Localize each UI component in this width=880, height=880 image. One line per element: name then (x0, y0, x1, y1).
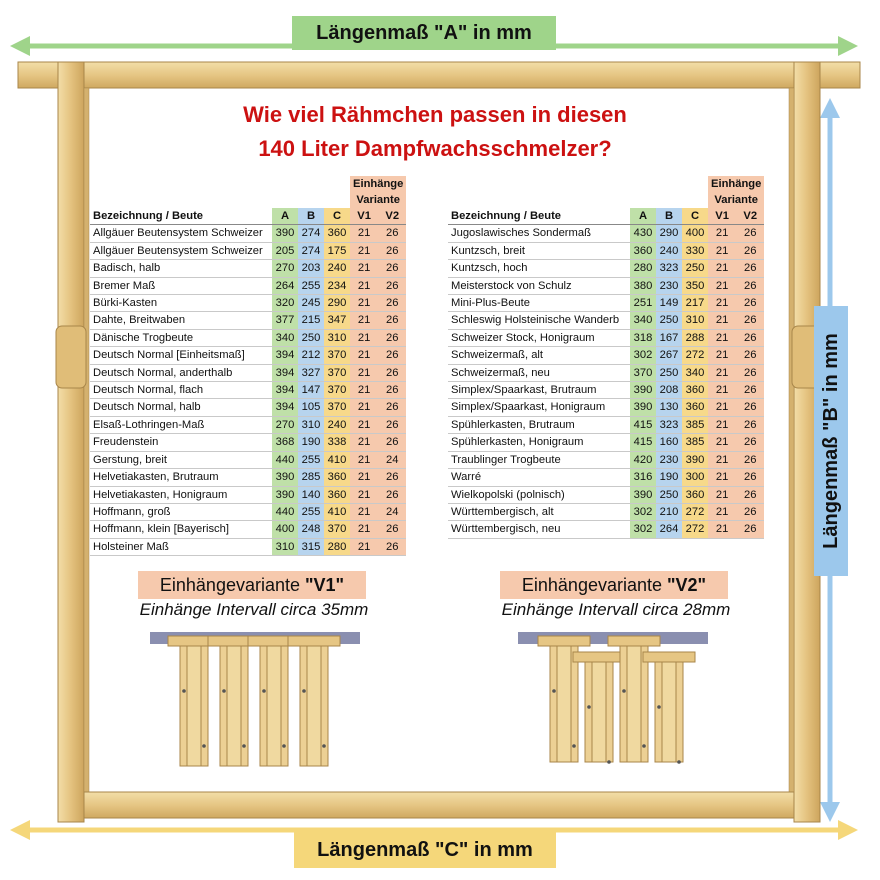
table-row (90, 260, 406, 277)
cell-value: 208 (656, 382, 682, 399)
cell-value: 323 (656, 260, 682, 277)
cell-value: 21 (708, 382, 736, 399)
cell-value: 24 (378, 451, 406, 468)
cell-value: 21 (350, 451, 378, 468)
cell-value: 21 (350, 329, 378, 346)
cell-value: 21 (708, 242, 736, 259)
cell-name: Allgäuer Beutensystem Schweizer (90, 242, 272, 259)
cell-name: Elsaß-Lothringen-Maß (90, 416, 272, 433)
cell-value: 21 (708, 399, 736, 416)
col-header-b: B (656, 208, 682, 225)
cell-value: 26 (378, 347, 406, 364)
cell-value: 315 (298, 538, 324, 555)
cell-value: 190 (656, 469, 682, 486)
table-row (90, 277, 406, 294)
cell-value: 205 (272, 242, 298, 259)
col-header-v1: V1 (350, 208, 378, 225)
cell-name: Meisterstock von Schulz (448, 277, 630, 294)
cell-name: Hoffmann, groß (90, 503, 272, 520)
cell-value: 26 (378, 416, 406, 433)
cell-value: 320 (272, 295, 298, 312)
cell-name: Simplex/Spaarkast, Honigraum (448, 399, 630, 416)
cell-value: 415 (630, 434, 656, 451)
cell-value: 338 (324, 434, 350, 451)
cell-value: 26 (378, 382, 406, 399)
cell-value: 21 (708, 469, 736, 486)
cell-value: 302 (630, 347, 656, 364)
cell-value: 21 (708, 277, 736, 294)
cell-value: 330 (682, 242, 708, 259)
cell-value: 360 (682, 382, 708, 399)
cell-value: 390 (272, 469, 298, 486)
cell-value: 21 (708, 225, 736, 242)
cell-value: 21 (350, 538, 378, 555)
cell-value: 310 (682, 312, 708, 329)
page-title-line2: 140 Liter Dampfwachsschmelzer? (258, 136, 612, 161)
table-row (448, 312, 764, 329)
cell-name: Spühlerkasten, Brutraum (448, 416, 630, 433)
table-row (448, 486, 764, 503)
col-header-c: C (324, 208, 350, 225)
cell-value: 140 (298, 486, 324, 503)
cell-value: 26 (736, 434, 764, 451)
table-row (448, 503, 764, 520)
table-row (90, 469, 406, 486)
cell-value: 340 (682, 364, 708, 381)
table-row (90, 295, 406, 312)
cell-value: 26 (736, 503, 764, 520)
cell-value: 316 (630, 469, 656, 486)
cell-name: Helvetiakasten, Brutraum (90, 469, 272, 486)
cell-value: 26 (378, 434, 406, 451)
v1-illustration (150, 632, 360, 766)
frame-illustration (573, 652, 625, 764)
cell-value: 26 (736, 312, 764, 329)
cell-value: 212 (298, 347, 324, 364)
cell-value: 21 (350, 503, 378, 520)
table-row (90, 382, 406, 399)
cell-value: 26 (736, 416, 764, 433)
cell-value: 350 (682, 277, 708, 294)
cell-value: 267 (656, 347, 682, 364)
table-row (448, 295, 764, 312)
table-row (90, 538, 406, 555)
cell-value: 21 (350, 225, 378, 242)
cell-value: 310 (298, 416, 324, 433)
cell-name: Deutsch Normal, halb (90, 399, 272, 416)
cell-value: 310 (324, 329, 350, 346)
cell-value: 26 (378, 538, 406, 555)
cell-value: 390 (272, 225, 298, 242)
cell-value: 21 (350, 399, 378, 416)
variant-group-header: Einhänge Variante (708, 176, 764, 208)
cell-value: 255 (298, 451, 324, 468)
cell-value: 400 (272, 521, 298, 538)
cell-value: 340 (630, 312, 656, 329)
cell-value: 26 (736, 399, 764, 416)
cell-value: 26 (736, 277, 764, 294)
cell-value: 347 (324, 312, 350, 329)
cell-name: Holsteiner Maß (90, 538, 272, 555)
cell-value: 250 (682, 260, 708, 277)
cell-value: 370 (630, 364, 656, 381)
cell-value: 26 (736, 451, 764, 468)
table-row (448, 260, 764, 277)
table-row (90, 434, 406, 451)
cell-value: 21 (350, 260, 378, 277)
cell-value: 21 (350, 347, 378, 364)
cell-value: 394 (272, 382, 298, 399)
table-row (90, 364, 406, 381)
cell-name: Württembergisch, neu (448, 521, 630, 538)
cell-value: 360 (324, 469, 350, 486)
cell-value: 190 (298, 434, 324, 451)
cell-name: Kuntzsch, hoch (448, 260, 630, 277)
cell-name: Simplex/Spaarkast, Brutraum (448, 382, 630, 399)
cell-name: Bürki-Kasten (90, 295, 272, 312)
cell-value: 240 (656, 242, 682, 259)
cell-name: Wielkopolski (polnisch) (448, 486, 630, 503)
variant-v2-title: Einhängevariante "V2" (500, 571, 728, 599)
cell-value: 26 (378, 486, 406, 503)
cell-value: 21 (350, 277, 378, 294)
cell-value: 385 (682, 434, 708, 451)
table-row (448, 277, 764, 294)
table-row (448, 451, 764, 468)
cell-value: 288 (682, 329, 708, 346)
cell-value: 215 (298, 312, 324, 329)
col-header-name: Bezeichnung / Beute (90, 208, 272, 225)
cell-value: 272 (682, 503, 708, 520)
cell-value: 105 (298, 399, 324, 416)
cell-value: 390 (272, 486, 298, 503)
cell-value: 250 (656, 364, 682, 381)
cell-value: 24 (378, 503, 406, 520)
cell-value: 370 (324, 382, 350, 399)
cell-value: 26 (378, 242, 406, 259)
col-header-v2: V2 (736, 208, 764, 225)
table-row (90, 521, 406, 538)
col-header-a: A (630, 208, 656, 225)
cell-value: 370 (324, 521, 350, 538)
col-header-v1: V1 (708, 208, 736, 225)
cell-value: 21 (350, 295, 378, 312)
cell-value: 368 (272, 434, 298, 451)
cell-value: 21 (350, 312, 378, 329)
col-header-v2: V2 (378, 208, 406, 225)
cell-value: 26 (736, 469, 764, 486)
table-row (90, 347, 406, 364)
cell-value: 21 (708, 260, 736, 277)
table-row (448, 242, 764, 259)
cell-name: Schweizer Stock, Honigraum (448, 329, 630, 346)
frame-illustration (288, 636, 340, 766)
cell-value: 21 (350, 434, 378, 451)
table-row (448, 416, 764, 433)
cell-value: 285 (298, 469, 324, 486)
frame-sizes-table-left (90, 176, 406, 556)
col-header-name: Bezeichnung / Beute (448, 208, 630, 225)
cell-value: 21 (708, 434, 736, 451)
cell-value: 21 (350, 382, 378, 399)
cell-name: Hoffmann, klein [Bayerisch] (90, 521, 272, 538)
page-title-line1: Wie viel Rähmchen passen in diesen (243, 102, 627, 127)
cell-value: 290 (324, 295, 350, 312)
cell-value: 390 (630, 399, 656, 416)
cell-value: 21 (708, 503, 736, 520)
cell-value: 230 (656, 451, 682, 468)
variant-group-header: Einhänge Variante (350, 176, 406, 208)
cell-value: 21 (350, 469, 378, 486)
cell-name: Deutsch Normal, flach (90, 382, 272, 399)
cell-value: 26 (378, 521, 406, 538)
cell-value: 394 (272, 347, 298, 364)
frame-illustration (643, 652, 695, 764)
cell-name: Deutsch Normal [Einheitsmaß] (90, 347, 272, 364)
cell-value: 26 (378, 312, 406, 329)
cell-value: 380 (630, 277, 656, 294)
cell-value: 26 (378, 295, 406, 312)
cell-value: 240 (324, 416, 350, 433)
table-row (90, 486, 406, 503)
frame-left-side (58, 62, 84, 822)
cell-value: 21 (350, 416, 378, 433)
cell-name: Jugoslawisches Sondermaß (448, 225, 630, 242)
cell-value: 264 (272, 277, 298, 294)
table-row (448, 364, 764, 381)
cell-value: 370 (324, 347, 350, 364)
cell-value: 26 (378, 225, 406, 242)
cell-value: 26 (378, 469, 406, 486)
table-row (448, 521, 764, 538)
cell-value: 21 (708, 329, 736, 346)
table-row (90, 451, 406, 468)
cell-value: 21 (708, 521, 736, 538)
table-row (90, 242, 406, 259)
cell-name: Spühlerkasten, Honigraum (448, 434, 630, 451)
dimension-a-label: Längenmaß "A" in mm (292, 16, 556, 50)
table-row (90, 225, 406, 242)
cell-name: Helvetiakasten, Honigraum (90, 486, 272, 503)
cell-value: 302 (630, 521, 656, 538)
cell-value: 26 (378, 329, 406, 346)
cell-value: 274 (298, 242, 324, 259)
cell-value: 250 (656, 486, 682, 503)
cell-value: 323 (656, 416, 682, 433)
cell-value: 21 (708, 486, 736, 503)
col-header-c: C (682, 208, 708, 225)
table-row (90, 312, 406, 329)
cell-value: 21 (708, 295, 736, 312)
cell-value: 370 (324, 399, 350, 416)
cell-value: 360 (324, 225, 350, 242)
cell-value: 302 (630, 503, 656, 520)
cell-value: 240 (324, 260, 350, 277)
frame-sizes-table-right (448, 176, 764, 539)
cell-value: 175 (324, 242, 350, 259)
cell-name: Dänische Trogbeute (90, 329, 272, 346)
cell-value: 21 (708, 416, 736, 433)
cell-value: 167 (656, 329, 682, 346)
cell-value: 26 (736, 329, 764, 346)
cell-value: 310 (272, 538, 298, 555)
cell-value: 270 (272, 260, 298, 277)
col-header-b: B (298, 208, 324, 225)
cell-value: 21 (708, 451, 736, 468)
cell-value: 251 (630, 295, 656, 312)
v2-illustration (518, 632, 708, 764)
cell-value: 26 (736, 295, 764, 312)
cell-name: Freudenstein (90, 434, 272, 451)
cell-name: Württembergisch, alt (448, 503, 630, 520)
cell-value: 26 (736, 260, 764, 277)
cell-name: Schweizermaß, alt (448, 347, 630, 364)
cell-value: 255 (298, 503, 324, 520)
cell-name: Gerstung, breit (90, 451, 272, 468)
cell-name: Schleswig Holsteinische Wanderb (448, 312, 630, 329)
cell-value: 21 (708, 364, 736, 381)
table-row (90, 329, 406, 346)
table-row (448, 329, 764, 346)
table-row (448, 225, 764, 242)
frame-illustration (168, 636, 220, 766)
cell-value: 21 (708, 312, 736, 329)
cell-value: 250 (656, 312, 682, 329)
cell-value: 26 (736, 521, 764, 538)
cell-value: 360 (324, 486, 350, 503)
table-row (448, 347, 764, 364)
cell-value: 149 (656, 295, 682, 312)
table-row (90, 416, 406, 433)
cell-value: 377 (272, 312, 298, 329)
cell-value: 394 (272, 399, 298, 416)
cell-value: 250 (298, 329, 324, 346)
cell-value: 390 (682, 451, 708, 468)
cell-value: 360 (682, 486, 708, 503)
cell-value: 390 (630, 382, 656, 399)
cell-value: 360 (682, 399, 708, 416)
cell-value: 290 (656, 225, 682, 242)
cell-value: 21 (350, 486, 378, 503)
cell-name: Mini-Plus-Beute (448, 295, 630, 312)
cell-name: Kuntzsch, breit (448, 242, 630, 259)
cell-value: 210 (656, 503, 682, 520)
frame-bottom-bar (84, 792, 794, 818)
cell-value: 26 (736, 347, 764, 364)
cell-value: 264 (656, 521, 682, 538)
cell-value: 21 (350, 521, 378, 538)
cell-value: 410 (324, 503, 350, 520)
table-row (448, 434, 764, 451)
cell-value: 272 (682, 347, 708, 364)
cell-name: Dahte, Breitwaben (90, 312, 272, 329)
cell-value: 230 (656, 277, 682, 294)
cell-value: 390 (630, 486, 656, 503)
cell-value: 385 (682, 416, 708, 433)
cell-value: 26 (378, 260, 406, 277)
dimension-c-label: Längenmaß "C" in mm (294, 832, 556, 868)
cell-value: 318 (630, 329, 656, 346)
cell-value: 394 (272, 364, 298, 381)
cell-value: 280 (324, 538, 350, 555)
cell-value: 21 (708, 347, 736, 364)
cell-value: 160 (656, 434, 682, 451)
cell-value: 420 (630, 451, 656, 468)
frame-illustration (208, 636, 260, 766)
dimension-b-label: Längenmaß "B" in mm (814, 306, 848, 576)
cell-value: 26 (736, 382, 764, 399)
cell-value: 21 (350, 364, 378, 381)
cell-value: 26 (736, 486, 764, 503)
cell-name: Traublinger Trogbeute (448, 451, 630, 468)
cell-value: 255 (298, 277, 324, 294)
cell-value: 245 (298, 295, 324, 312)
cell-value: 147 (298, 382, 324, 399)
cell-value: 360 (630, 242, 656, 259)
cell-value: 410 (324, 451, 350, 468)
cell-value: 26 (736, 242, 764, 259)
col-header-a: A (272, 208, 298, 225)
cell-value: 430 (630, 225, 656, 242)
variant-v1-subtitle: Einhänge Intervall circa 35mm (139, 600, 369, 619)
cell-value: 440 (272, 503, 298, 520)
table-row (448, 399, 764, 416)
cell-value: 300 (682, 469, 708, 486)
cell-name: Allgäuer Beutensystem Schweizer (90, 225, 272, 242)
cell-value: 415 (630, 416, 656, 433)
cell-name: Bremer Maß (90, 277, 272, 294)
cell-value: 21 (350, 242, 378, 259)
cell-name: Schweizermaß, neu (448, 364, 630, 381)
cell-value: 370 (324, 364, 350, 381)
cell-value: 26 (736, 225, 764, 242)
cell-value: 327 (298, 364, 324, 381)
cell-value: 440 (272, 451, 298, 468)
cell-value: 234 (324, 277, 350, 294)
cell-value: 26 (378, 399, 406, 416)
cell-value: 400 (682, 225, 708, 242)
frame-illustration (248, 636, 300, 766)
table-row (448, 382, 764, 399)
cell-value: 217 (682, 295, 708, 312)
cell-value: 203 (298, 260, 324, 277)
cell-name: Badisch, halb (90, 260, 272, 277)
cell-value: 272 (682, 521, 708, 538)
cell-value: 26 (736, 364, 764, 381)
cell-value: 248 (298, 521, 324, 538)
frame-top-bar (18, 62, 860, 88)
table-row (90, 399, 406, 416)
table-row (90, 503, 406, 520)
variant-v1-title: Einhängevariante "V1" (138, 571, 366, 599)
cell-value: 274 (298, 225, 324, 242)
cell-name: Deutsch Normal, anderthalb (90, 364, 272, 381)
variant-v2-subtitle: Einhänge Intervall circa 28mm (501, 600, 731, 619)
cell-value: 340 (272, 329, 298, 346)
cell-value: 26 (378, 364, 406, 381)
cell-value: 270 (272, 416, 298, 433)
table-row (448, 469, 764, 486)
cell-value: 130 (656, 399, 682, 416)
cell-value: 26 (378, 277, 406, 294)
cell-value: 280 (630, 260, 656, 277)
cell-name: Warré (448, 469, 630, 486)
